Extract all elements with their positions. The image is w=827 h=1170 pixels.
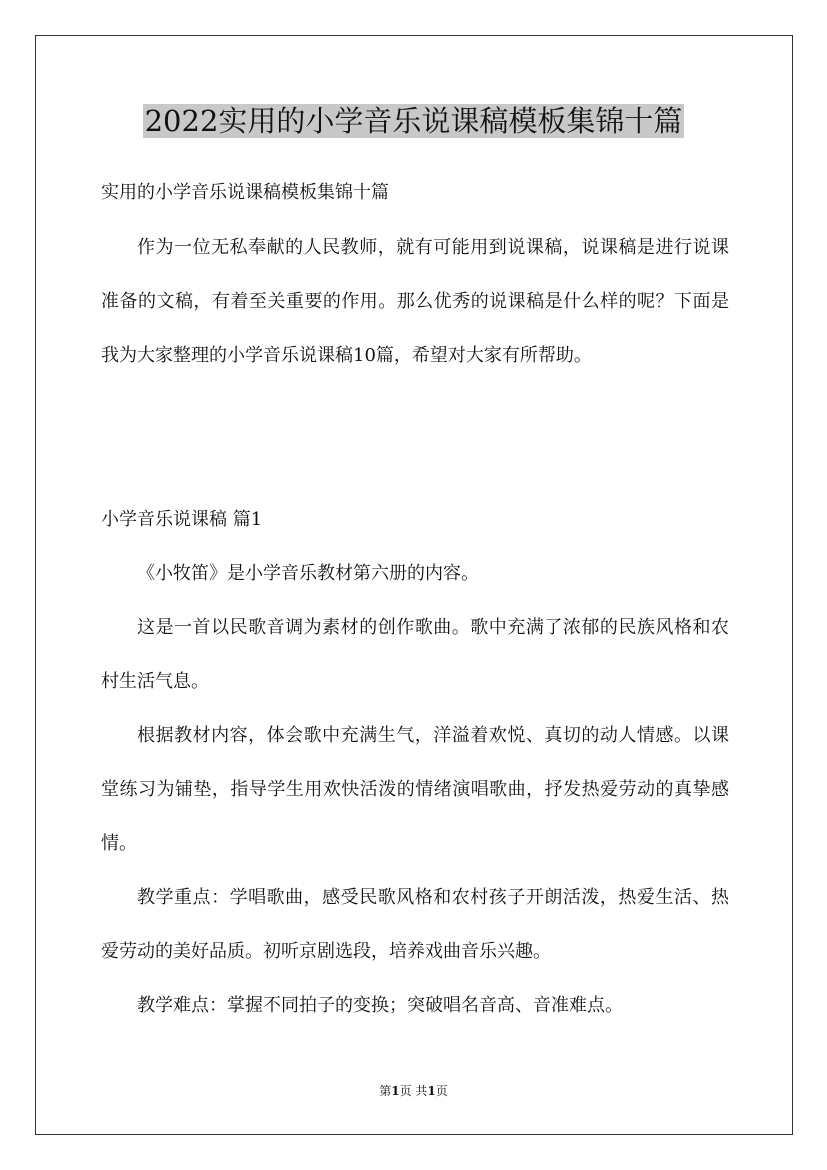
body-paragraph-2: 这是一首以民歌音调为素材的创作歌曲。歌中充满了浓郁的民族风格和农村生活气息。 (101, 617, 729, 692)
body-paragraph-4: 教学重点：学唱歌曲，感受民歌风格和农村孩子开朗活泼，热爱生活、热爱劳动的美好品质。初听京剧选段，培养戏曲音乐兴趣。 (101, 887, 729, 962)
footer-page-mid: 页 共 (399, 1084, 428, 1098)
page-footer (0, 1083, 827, 1099)
body-paragraph-5: 教学难点：掌握不同拍子的变换；突破唱名音高、音准难点。 (137, 995, 623, 1016)
body-paragraph-1: 《小牧笛》是小学音乐教材第六册的内容。 (137, 563, 479, 584)
document-title (0, 101, 827, 141)
document-subtitle: 实用的小学音乐说课稿模板集锦十篇 (101, 182, 389, 203)
body-paragraph-3: 根据教材内容，体会歌中充满生气，洋溢着欢悦、真切的动人情感。以课堂练习为铺垫，指导学生用欢快活泼的情绪演唱歌曲，抒发热爱劳动的真挚感情。 (101, 725, 729, 854)
section-heading: 小学音乐说课稿 篇1 (101, 509, 263, 530)
footer-page-suffix: 页 (435, 1084, 448, 1098)
document-title-text: 2022实用的小学音乐说课稿模板集锦十篇 (144, 104, 683, 138)
footer-page-current: 1 (391, 1084, 400, 1098)
intro-paragraph: 作为一位无私奉献的人民教师，就有可能用到说课稿，说课稿是进行说课准备的文稿，有着至关重要的作用。那么优秀的说课稿是什么样的呢？下面是我为大家整理的小学音乐说课稿10篇，希望对大家有所帮助。 (101, 237, 729, 366)
footer-page-total: 1 (427, 1084, 436, 1098)
footer-page-prefix: 第 (379, 1084, 392, 1098)
